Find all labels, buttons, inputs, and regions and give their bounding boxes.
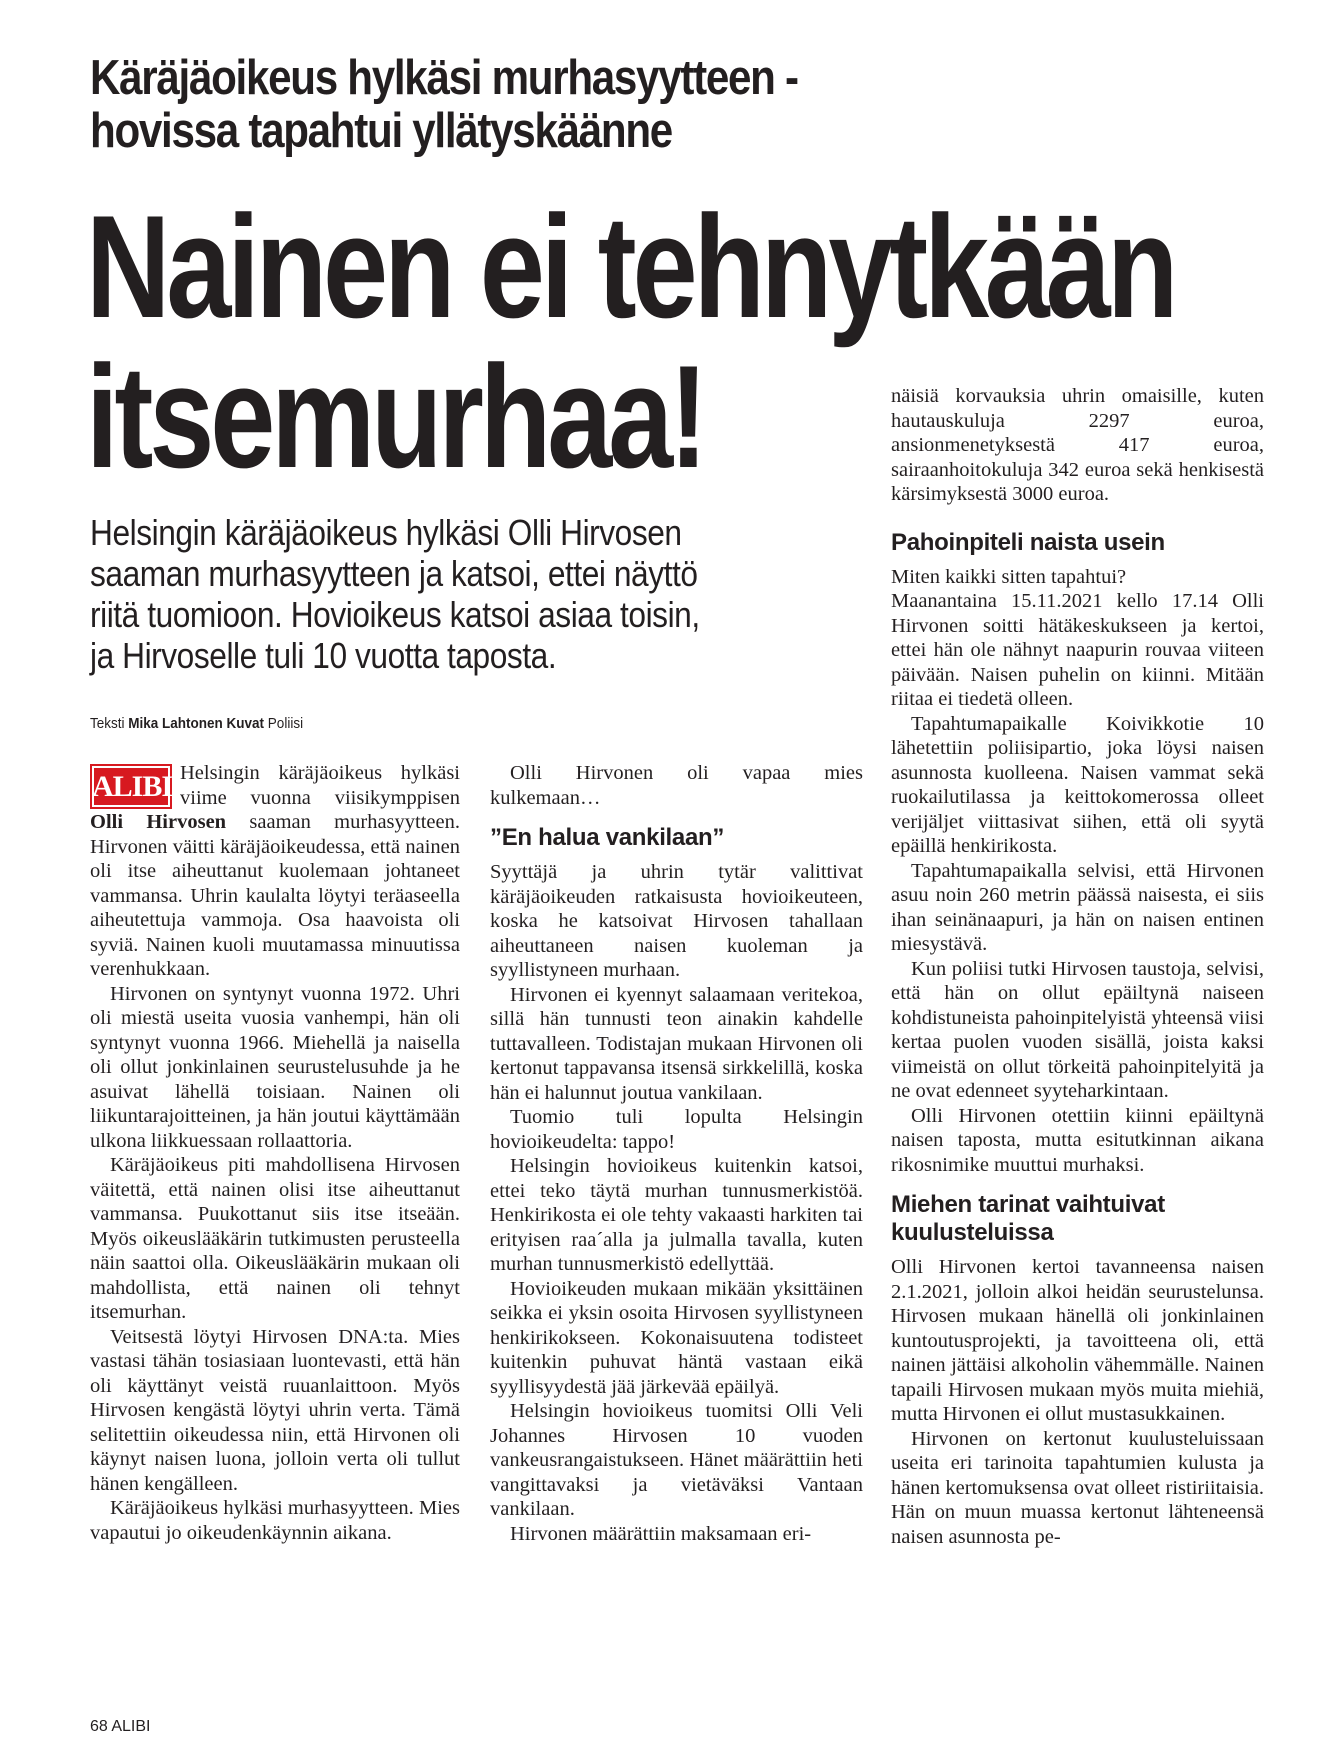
paragraph: Olli Hirvonen kertoi tavanneensa naisen 2.1.2021, jolloin alkoi heidän seurustelunsa. Hirvosen mukaan hänellä oli jonkinlainen kuntoutusprojekti, ja tavoitteena oli, että nainen jättäisi alkoholin vähemmälle. Nainen tapaili Hirvosen mukaan myös muita miehiä, mutta Hirvonen ei ollut mustasukkainen. [891, 1256, 1264, 1425]
paragraph: Veitsestä löytyi Hirvosen DNA:ta. Mies vastasi tähän tosiasiaan luontevasti, että hän oli käyttänyt veistä ruuanlaittoon. Myös Hirvosen kengästä löytyi uhrin verta. Tämä selitettiin oikeudessa niin, että Hirvonen oli käynyt naisen luona, jolloin verta oli tullut hänen kengälleen. [90, 1325, 460, 1495]
paragraph: Helsingin hovioikeus kuitenkin katsoi, ettei teko täytä murhan tunnusmerkistöä. Henkirikosta ei ole tehty vakaasti harkiten tai erityisen raa´alla ja julmalla tavalla, kuten murhan tunnusmerkistö edellyttää. [490, 1155, 863, 1275]
article-column-2 [490, 761, 863, 1546]
paragraph: Tapahtumapaikalla selvisi, että Hirvonen asuu noin 260 metrin päässä naisesta, ei siis ihan seinänaapuri, ja hän on naisen entinen miesystävä. [891, 859, 1264, 955]
article-column-3 [891, 384, 1264, 1549]
byline-text-label: Teksti [90, 715, 125, 732]
lead-line-1: Helsingin käräjäoikeus hylkäsi Olli Hirvosen [90, 512, 682, 553]
paragraph: Helsingin hovioikeus tuomitsi Olli Veli Johannes Hirvosen 10 vuoden vankeusrangaistukseen. Hänet määrättiin heti vangittavaksi ja vietäväksi Vantaan vankilaan. [490, 1400, 863, 1520]
byline [90, 715, 303, 732]
paragraph: Kun poliisi tutki Hirvosen taustoja, selvisi, että hän on ollut epäiltynä naiseen kohdistuneista pahoinpitelyistä yhteensä viisi kertaa puolen vuoden sisällä, joista kaksi viimeistä on ollut törkeitä pahoinpitelyitä ja ne ovat edenneet syyteharkintaan. [891, 957, 1264, 1102]
paragraph: Tuomio tuli lopulta Helsingin hovioikeudelta: tappo! [490, 1106, 863, 1153]
paragraph: Olli Hirvonen oli vapaa mies kulkemaan… [490, 762, 863, 809]
page-number: 68 ALIBI [90, 1718, 151, 1735]
paragraph: Syyttäjä ja uhrin tytär valittivat käräjäoikeuden ratkaisusta hovioikeuteen, koska he katsoivat Hirvosen tahallaan aiheuttaneen naisen kuoleman ja syyllistyneen murhaan. [490, 861, 863, 981]
paragraph: Hirvonen on syntynyt vuonna 1972. Uhri oli miestä useita vuosia vanhempi, hän oli syntynyt vuonna 1966. Miehellä ja naisella oli ollut jonkinlainen seurustelusuhde ja he asuivat lähellä toisiaan. Nainen oli liikuntarajoitteinen, ja hän joutui käyttämään ulkona liikkuessaan rollaattoria. [90, 982, 460, 1152]
paragraph: Miten kaikki sitten tapahtui? [891, 565, 1127, 588]
lead-line-2: saaman murhasyytteen ja katsoi, ettei näyttö [90, 553, 698, 594]
paragraph: Tapahtumapaikalle Koivikkotie 10 lähetettiin poliisipartio, joka löysi naisen asunnosta kuolleena. Naisen vammat sekä ruokailutilassa ja keittokomerossa olleet verijäljet viittasivat siihen, että oli syytä epäillä henkirikosta. [891, 712, 1264, 857]
paragraph: Helsingin käräjäoikeus hylkäsi viime vuonna viisikymppisen Olli Hirvosen saaman murhasyytteen. Hirvonen väitti käräjäoikeudessa, että nainen oli itse aiheuttanut kuolemaan johtaneet vammansa. Uhrin kaulalta löytyi teräaseella aiheutettuja vammoja. Osa haavoista oli syviä. Nainen kuoli muutamassa minuutissa verenhukkaan. [90, 762, 460, 980]
paragraph: Käräjäoikeus hylkäsi murhasyytteen. Mies vapautui jo oikeudenkäynnin aikana. [90, 1497, 460, 1544]
paragraph: näisiä korvauksia uhrin omaisille, kuten hautauskuluja 2297 euroa, ansionmenetyksestä 417 euroa, sairaanhoitokuluja 342 euroa sekä henkisestä kärsimyksestä 3000 euroa. [891, 385, 1264, 505]
subheading: Miehen tarinat vaihtuivat kuulusteluissa [891, 1191, 1165, 1246]
paragraph: Käräjäoikeus piti mahdollisena Hirvosen väitettä, että nainen olisi itse aiheuttanut vammansa. Puukottanut siis itse itseään. Myös oikeuslääkärin tutkimusten perusteella näin saattoi olla. Oikeuslääkärin mukaan oli mahdollista, että nainen oli tehnyt itsemurhan. [90, 1154, 460, 1323]
paragraph: Maanantaina 15.11.2021 kello 17.14 Olli Hirvonen soitti hätäkeskukseen ja kertoi, ettei hän ole nähnyt naapurin rouvaa viiteen päivään. Naisen puhelin on kiinni. Mitään riitaa ei tiedetä olleen. [891, 590, 1264, 710]
kicker-line-2: hovissa tapahtui yllätyskäänne [90, 104, 672, 158]
subheading: ”En halua vankilaan” [490, 824, 725, 851]
alibi-logo: ALIBI [90, 764, 172, 809]
lead-line-3: riitä tuomioon. Hovioikeus katsoi asiaa toisin, [90, 594, 700, 635]
headline-line-2: itsemurhaa! [86, 335, 705, 498]
paragraph: Hovioikeuden mukaan mikään yksittäinen seikka ei yksin osoita Hirvosen syyllistyneen henkirikokseen. Kokonaisuutena todisteet kuitenkin puhuvat häntä vastaan eikä syyllisyydestä jää järkevää epäilyä. [490, 1277, 863, 1398]
subheading: Pahoinpiteli naista usein [891, 528, 1165, 556]
byline-author: Mika Lahtonen [128, 715, 223, 732]
lead-paragraph [90, 512, 700, 676]
byline-photographer: Poliisi [267, 715, 304, 732]
headline-line-1: Nainen ei tehnytkään [86, 185, 1175, 348]
person-name: Olli Hirvosen [90, 811, 227, 833]
article-column-1 [90, 761, 460, 1545]
kicker-line-1: Käräjäoikeus hylkäsi murhasyytteen - [90, 51, 798, 105]
paragraph: Hirvonen on kertonut kuulusteluissaan useita eri tarinoita tapahtumien kulusta ja hänen kertomuksensa ovat olleet ristiriitaisia. Hän on muun muassa kertonut lähteneensä naisen asunnosta pe- [891, 1427, 1264, 1548]
paragraph: Hirvonen määrättiin maksamaan eri- [510, 1522, 812, 1545]
lead-line-4: ja Hirvoselle tuli 10 vuotta taposta. [90, 635, 557, 676]
paragraph: Olli Hirvonen otettiin kiinni epäiltynä naisen taposta, mutta esitutkinnan aikana rikosnimike muuttui murhaksi. [891, 1104, 1264, 1176]
paragraph: Hirvonen ei kyennyt salaamaan veritekoa, sillä hän tunnusti teon ainakin kahdelle tuttavalleen. Todistajan mukaan Hirvonen oli kertonut tappavansa itsensä sirkkelillä, koska hän ei halunnut joutua vankilaan. [490, 983, 863, 1104]
byline-photo-label: Kuvat [226, 715, 265, 732]
kicker [90, 52, 864, 158]
